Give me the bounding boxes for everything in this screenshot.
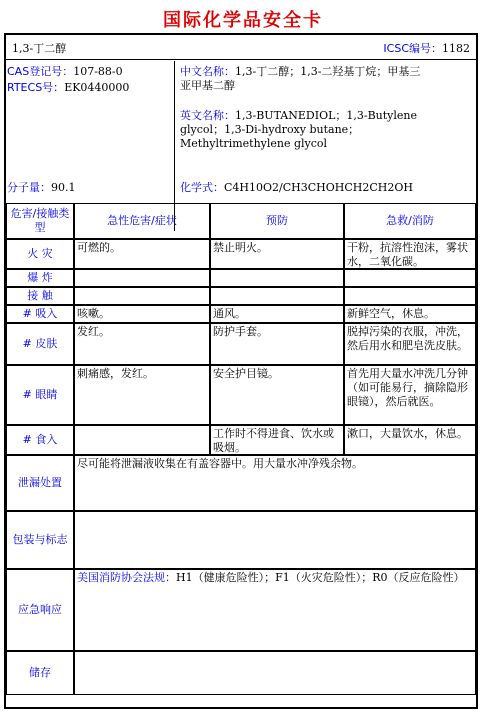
prevention-text: 工作时不得进食、饮水或吸烟。 [210, 425, 344, 455]
english-name-cont2: Methyltrimethylene glycol [180, 137, 328, 150]
card-frame [4, 33, 478, 709]
prevention-text [210, 287, 344, 305]
prevention-text [210, 269, 344, 287]
chemical-name: 1,3-丁二醇 [12, 42, 67, 55]
spill-section-text: 尽可能将泄漏液收集在有盖容器中。用大量水冲净残余物。 [74, 455, 476, 511]
english-name: 英文名称：1,3-BUTANEDIOL；1,3-Butylene [180, 109, 418, 122]
prevention-text: 禁止明火。 [210, 239, 344, 269]
first-aid-text [344, 269, 476, 287]
icsc-number: ICSC编号：1182 [383, 42, 470, 55]
storage-section-text [74, 651, 476, 695]
nfpa-ratings: H1（健康危险性）；F1（火灾危险性）；R0（反应危险性） [176, 571, 465, 584]
chinese-name: 中文名称：1,3-丁二醇；1,3-二羟基丁烷；甲基三 [180, 65, 421, 78]
spill-section-label: 泄漏处置 [6, 455, 74, 511]
hazard-symptom: 咳嗽。 [74, 305, 210, 323]
first-aid-text: 漱口，大量饮水，休息。 [344, 425, 476, 455]
first-aid-text [344, 287, 476, 305]
hazard-symptom [74, 287, 210, 305]
column-header: 预防 [210, 203, 344, 239]
hazard-category: # 皮肤 [6, 323, 74, 365]
hazard-category: # 吸入 [6, 305, 74, 323]
prevention-text: 通风。 [210, 305, 344, 323]
hazard-category: 火 灾 [6, 239, 74, 269]
molecular-weight: 分子量：90.1 [7, 181, 76, 194]
hazard-symptom: 可燃的。 [74, 239, 210, 269]
first-aid-text: 脱掉污染的衣服，冲洗，然后用水和肥皂洗皮肤。 [344, 323, 476, 365]
hazard-category: 爆 炸 [6, 269, 74, 287]
english-name-cont1: glycol；1,3-Di-hydroxy butane； [180, 123, 360, 136]
chemical-formula: 化学式：C4H10O2/CH3CHOHCH2CH2OH [180, 181, 413, 194]
hazard-symptom: 发红。 [74, 323, 210, 365]
hazard-symptom [74, 425, 210, 455]
hazard-symptom [74, 269, 210, 287]
column-header: 危害/接触类型 [6, 203, 74, 239]
card-title: 国际化学品安全卡 [163, 10, 323, 31]
hazard-symptom: 刺痛感，发红。 [74, 365, 210, 425]
column-header: 急救/消防 [344, 203, 476, 239]
emergency-section-text [74, 569, 476, 651]
rtecs-number: RTECS号：EK0440000 [7, 81, 130, 94]
storage-section-label: 储存 [6, 651, 74, 695]
packaging-section-label: 包装与标志 [6, 511, 74, 569]
chinese-name-cont: 亚甲基二醇 [180, 79, 235, 92]
prevention-text: 安全护目镜。 [210, 365, 344, 425]
emergency-section-label: 应急响应 [6, 569, 74, 651]
header-row [6, 35, 476, 60]
first-aid-text: 首先用大量水冲洗几分钟（如可能易行，摘除隐形眼镜），然后就医。 [344, 365, 476, 425]
column-header: 急性危害/症状 [74, 203, 210, 239]
nfpa-label: 美国消防协会法规： [77, 571, 176, 584]
hazard-category: 接 触 [6, 287, 74, 305]
prevention-text: 防护手套。 [210, 323, 344, 365]
first-aid-text: 新鲜空气，休息。 [344, 305, 476, 323]
hazard-category: # 食入 [6, 425, 74, 455]
hazard-category: # 眼睛 [6, 365, 74, 425]
packaging-section-text [74, 511, 476, 569]
cas-number: CAS登记号：107-88-0 [7, 65, 123, 78]
first-aid-text: 干粉，抗溶性泡沫，雾状水，二氧化碳。 [344, 239, 476, 269]
